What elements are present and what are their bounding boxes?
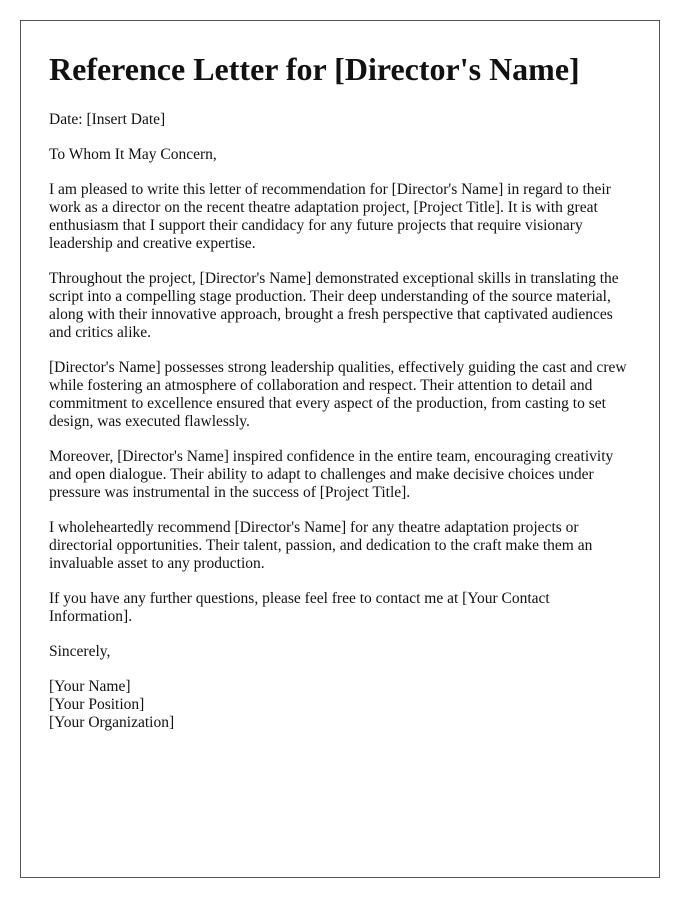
letter-salutation: To Whom It May Concern, (49, 146, 217, 163)
letter-title: Reference Letter for [Director's Name] (49, 51, 580, 87)
signature-position: [Your Position] (49, 696, 145, 713)
letter-paragraph-6: If you have any further questions, please feel free to contact me at [Your Contact Information]. (49, 590, 550, 625)
letter-paragraph-2: Throughout the project, [Director's Name] demonstrated exceptional skills in translating the script into a compelling stage production. Their deep understanding of the source material, along with their innovative approach, brought a fresh perspective that captivated audiences and critics alike. (49, 270, 619, 341)
letter-paragraph-3: [Director's Name] possesses strong leadership qualities, effectively guiding the cast and crew while fostering an atmosphere of collaboration and respect. Their attention to detail and commitment to excellence ensured that every aspect of the production, from casting to set design, was executed flawlessly. (49, 359, 627, 430)
letter-paragraph-4: Moreover, [Director's Name] inspired confidence in the entire team, encouraging creativity and open dialogue. Their ability to adapt to challenges and make decisive choices under pressure was instrumental in the success of [Project Title]. (49, 448, 614, 501)
letter-date: Date: [Insert Date] (49, 111, 166, 128)
letter-content (49, 49, 635, 732)
signature-organization: [Your Organization] (49, 714, 175, 731)
letter-paragraph-5: I wholeheartedly recommend [Director's Name] for any theatre adaptation projects or directorial opportunities. Their talent, passion, and dedication to the craft make them an invaluable asset to any production. (49, 519, 593, 572)
signature-name: [Your Name] (49, 678, 131, 695)
letter-closing: Sincerely, (49, 643, 111, 660)
signature-block (49, 678, 635, 732)
letter-paragraph-1: I am pleased to write this letter of recommendation for [Director's Name] in regard to their work as a director on the recent theatre adaptation project, [Project Title]. It is with great enthusiasm that I support their candidacy for any future projects that require visionary leadership and creative expertise. (49, 181, 611, 252)
letter-page (20, 20, 660, 878)
